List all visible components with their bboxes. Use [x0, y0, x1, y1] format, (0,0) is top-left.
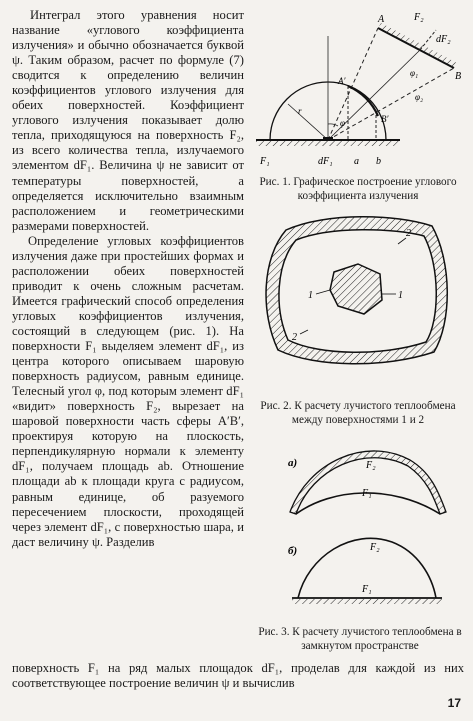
- paragraph-2: Определение угловых коэффициентов излучения даже при простейших формах и расположении обеих поверхностей приводит к очень сложным расчетам. Имеется графический способ определения угловых коэффициентов излучения, состоящий в следующем (рис. 1). На поверхности F₁ выделяем элемент dF₁, из центра которого описываем шаровую поверхность радиусом, равным единице. Телесный угол φ, под которым элемент dF₁ «видит» поверхность F₂, вырезает на шаровой поверхности часть сферы A′B′, проектируя которую на плоскость, перпендикулярную нормали к элементу dF₁, получаем площадь ab. Отношение площади ab к площади круга с радиусом, равным единице, об разуемого пересечением плоскости, проходящей через элемент dF₁, с поверхностью шара, и даст величину ψ. Разделив: [12, 233, 244, 549]
- paragraph-1: Интеграл этого уравнения носит название «углового коэффициента излучения» и обычно обозначается буквой ψ. Таким образом, расчет по формуле (7) сводится к определению величин коэффициентов углового излучения для обеих поверхностей. Коэффициент углового излучения показывает долю тепла, приходящуюся на поверхность F₂, из всего количества тепла, излучаемого элементом dF₁. Величина ψ не зависит от температуры поверхностей, а определяется исключительно взаимным расположением и геометрическими размерами поверхностей.: [12, 8, 244, 233]
- fig2-label-2-top: 2: [406, 228, 411, 239]
- left-text-column: [12, 8, 244, 550]
- fig3-label-F2-a: F₂: [366, 460, 376, 471]
- fig1-label-dF1: dF₁: [318, 156, 333, 167]
- fig1-label-b: b: [376, 156, 381, 167]
- fig1-label-r: r: [298, 106, 302, 116]
- bottom-full-width-text: поверхность F₁ на ряд малых площадок dF₁, проделав для каждой из них соответствующее построение величин ψ и вычислив: [12, 661, 464, 691]
- fig1-label-F1: F₁: [260, 156, 270, 167]
- figure-3-diagram: [262, 446, 458, 616]
- fig1-label-B: B: [455, 71, 462, 82]
- fig1-label-A-prime: A′: [338, 76, 346, 86]
- figure-3-caption: Рис. 3. К расчету лучистого теплообмена в замкнутом пространстве: [258, 626, 462, 652]
- page-number: 17: [447, 696, 461, 710]
- fig2-label-2-bottom: 2: [292, 332, 297, 343]
- fig1-label-phi: φ: [340, 118, 345, 128]
- figure-2-diagram: [256, 202, 460, 370]
- fig1-label-phi1: φ₁: [410, 68, 419, 78]
- fig1-label-F2: F₂: [414, 12, 424, 23]
- fig3-label-b: б): [288, 545, 298, 557]
- figure-1-caption: Рис. 1. Графическое построение углового коэффициента излучения: [259, 176, 457, 202]
- fig3-label-F2-b: F₂: [370, 542, 380, 553]
- fig1-label-B-prime: B′: [381, 114, 389, 124]
- fig3-label-F1-b: F₁: [362, 584, 372, 595]
- fig2-label-1-left: 1: [308, 290, 313, 301]
- figure-1-diagram: [250, 6, 465, 178]
- fig1-label-dF2: dF₂: [436, 34, 451, 45]
- fig1-label-a: a: [354, 156, 359, 167]
- fig1-label-A: A: [378, 14, 385, 25]
- fig2-label-1-right: 1: [398, 290, 403, 301]
- fig3-label-a: а): [288, 457, 298, 469]
- figure-2-caption: Рис. 2. К расчету лучистого теплообмена между поверхностями 1 и 2: [260, 400, 456, 426]
- fig1-label-phi2: φ₂: [415, 92, 424, 102]
- fig3-label-F1-a: F₁: [362, 488, 372, 499]
